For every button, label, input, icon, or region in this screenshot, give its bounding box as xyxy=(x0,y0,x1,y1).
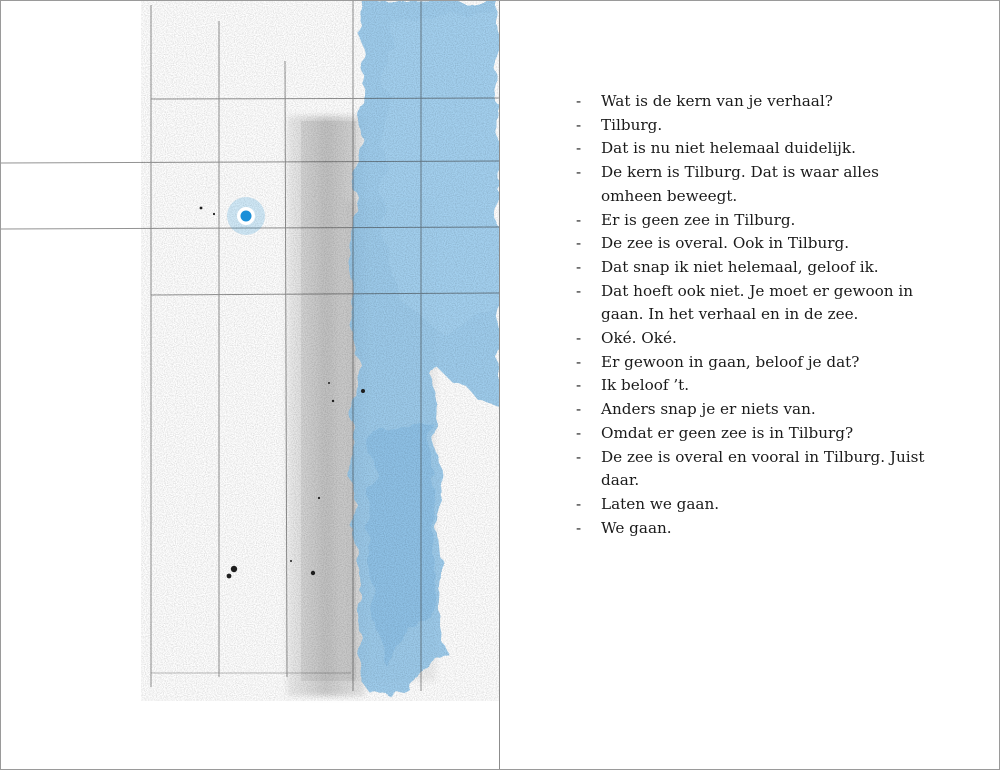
dialogue-text: We gaan. xyxy=(601,518,672,537)
dialogue-text: Omdat er geen zee is in Tilburg? xyxy=(601,423,854,442)
dialogue-dash: - xyxy=(576,281,582,300)
dialogue-line xyxy=(576,161,926,208)
dialogue-dash: - xyxy=(576,115,582,134)
dialogue-text: Laten we gaan. xyxy=(601,494,720,513)
dialogue-line xyxy=(576,90,926,114)
dialogue-dash: - xyxy=(576,234,582,253)
dialogue-dash: - xyxy=(576,494,582,513)
dialogue-line xyxy=(576,493,926,517)
dialogue-dash: - xyxy=(576,163,582,182)
dialogue-text: Er gewoon in gaan, beloof je dat? xyxy=(601,352,860,371)
dialogue-text: Dat is nu niet helemaal duidelijk. xyxy=(601,139,856,158)
dialogue-text: Dat hoeft ook niet. Je moet er gewoon in gaan. In het verhaal en in de zee. xyxy=(601,281,914,324)
dialogue-dash: - xyxy=(576,352,582,371)
dialogue-line xyxy=(576,398,926,422)
dialogue-line xyxy=(576,446,926,493)
dialogue-line xyxy=(576,209,926,233)
dialogue-list xyxy=(576,90,926,540)
dialogue-text: De zee is overal en vooral in Tilburg. Juist daar. xyxy=(601,447,925,490)
dialogue-line xyxy=(576,351,926,375)
dialogue-dash: - xyxy=(576,329,582,348)
dialogue-text: De kern is Tilburg. Dat is waar alles omheen beweegt. xyxy=(601,163,879,205)
dialogue-line xyxy=(576,232,926,256)
dialogue-text: De zee is overal. Ook in Tilburg. xyxy=(601,234,850,253)
dialogue-dash: - xyxy=(576,210,582,229)
map-artwork xyxy=(1,1,499,769)
dialogue-dash: - xyxy=(576,92,582,110)
dialogue-text: Dat snap ik niet helemaal, geloof ik. xyxy=(601,257,879,276)
left-page-illustration xyxy=(1,1,499,769)
dialogue-line xyxy=(576,327,926,351)
dialogue-text: Oké. Oké. xyxy=(601,329,677,348)
dialogue-dash: - xyxy=(576,139,582,158)
dialogue-line xyxy=(576,256,926,280)
dialogue-dash: - xyxy=(576,257,582,276)
dialogue-text: Er is geen zee in Tilburg. xyxy=(601,210,796,229)
dialogue-dash: - xyxy=(576,423,582,442)
right-page-text xyxy=(500,1,999,769)
dialogue-line xyxy=(576,517,926,541)
dialogue-line xyxy=(576,422,926,446)
dialogue-text: Ik beloof ’t. xyxy=(601,376,690,395)
dialogue-dash: - xyxy=(576,376,582,395)
dialogue-text: Tilburg. xyxy=(601,115,663,134)
dialogue-line xyxy=(576,137,926,161)
dialogue-line xyxy=(576,114,926,138)
dialogue-dash: - xyxy=(576,518,582,537)
dialogue-dash: - xyxy=(576,400,582,419)
dialogue-text: Anders snap je er niets van. xyxy=(601,400,816,419)
dialogue-line xyxy=(576,374,926,398)
dialogue-line xyxy=(576,280,926,327)
location-dot-icon xyxy=(227,197,265,235)
dialogue-text: Wat is de kern van je verhaal? xyxy=(601,92,833,110)
dialogue-dash: - xyxy=(576,447,582,466)
